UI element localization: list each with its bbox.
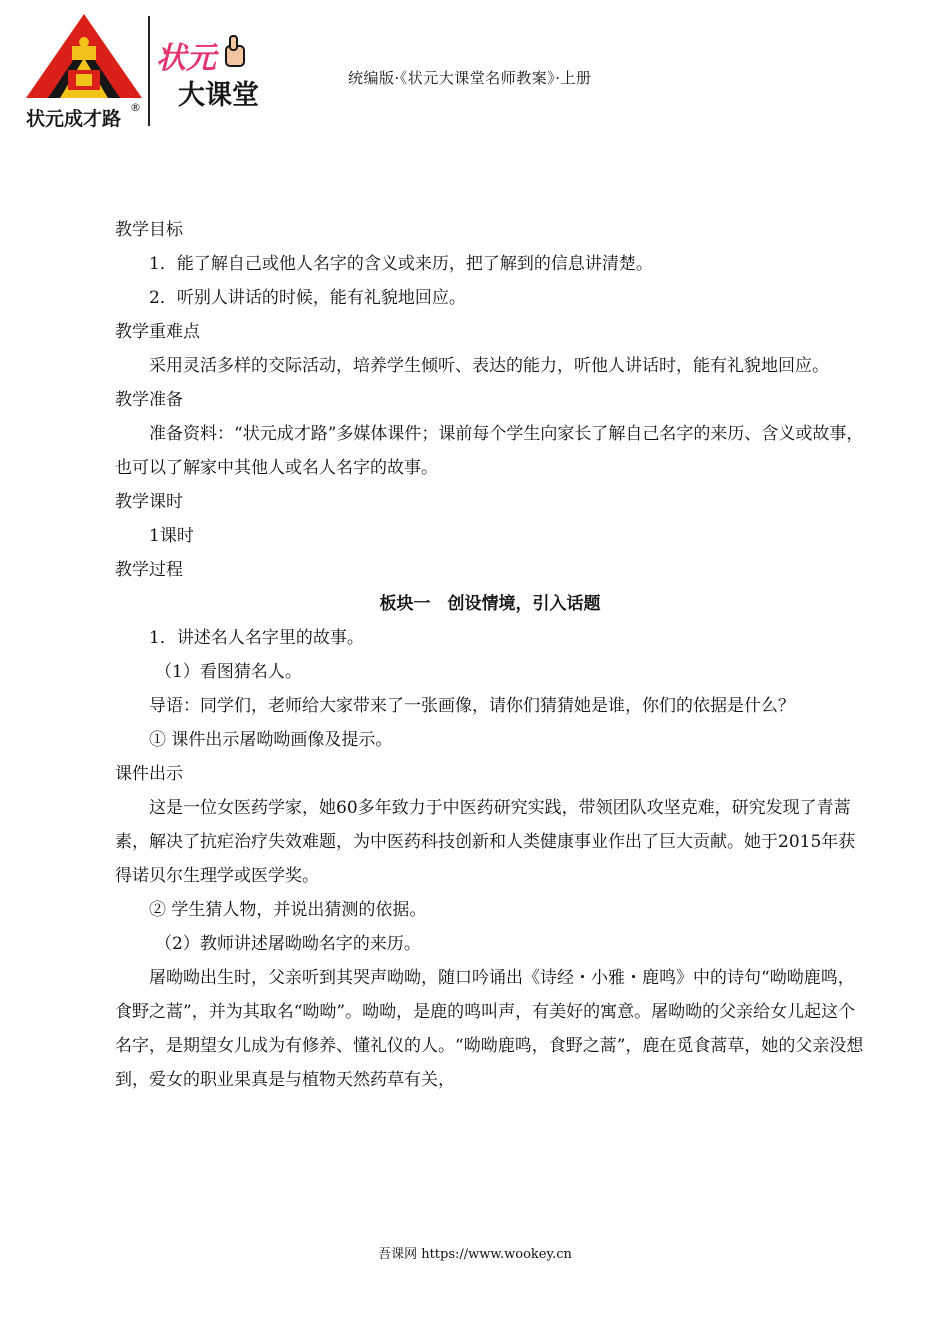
page-footer: 吾课网 https://www.wookey.cn: [378, 1247, 572, 1262]
logo-right-line2: 大课堂: [178, 80, 259, 111]
guide-text: 导语：同学们，老师给大家带来了一张画像，请你们猜猜她是谁，你们的依据是什么？: [149, 696, 795, 716]
heading-preparation: 教学准备: [115, 390, 183, 410]
story-text: 屠呦呦出生时，父亲听到其哭声呦呦，随口吟诵出《诗经・小雅・鹿鸣》中的诗句“呦呦鹿鸣，食野之蒿”，并为其取名“呦呦”。呦呦，是鹿的鸣叫声，有美好的寓意。屠呦呦的父亲给女儿起这个名字，是期望女儿成为有修养、懂礼仪的人。“呦呦鹿鸣，食野之蒿”，鹿在觅食蒿草，她的父亲没想到，爱女的职业果真是与植物天然药草有关，: [115, 968, 864, 1090]
thumbs-up-icon: [226, 36, 244, 66]
header-divider: [148, 16, 150, 126]
step-1: 1．讲述名人名字里的故事。: [149, 628, 364, 648]
logo-left-text: 状元成才路: [26, 108, 122, 130]
header-title: 统编版·《状元大课堂名师教案》·上册: [348, 69, 592, 87]
section-1-title: 板块一 创设情境，引入话题: [379, 594, 601, 614]
heading-courseware-show: 课件出示: [115, 764, 183, 784]
logo-right-line1: 状元: [156, 41, 216, 76]
heading-key-points: 教学重难点: [115, 322, 200, 342]
lesson-plan-body: [115, 213, 865, 1097]
zhuangyuan-chengcailu-logo: [24, 12, 144, 130]
circled-step-1: ① 课件出示屠呦呦画像及提示。: [149, 730, 393, 750]
circled-step-2: ② 学生猜人物，并说出猜测的依据。: [149, 900, 427, 920]
heading-teaching-process: 教学过程: [115, 560, 183, 580]
courseware-text: 这是一位女医药学家，她60多年致力于中医药研究实践，带领团队攻坚克难，研究发现了青蒿素，解决了抗疟治疗失效难题，为中医药科技创新和人类健康事业作出了巨大贡献。她于2015年获得诺贝尔生理学或医学奖。: [115, 798, 856, 886]
preparation-text: 准备资料：“状元成才路”多媒体课件；课前每个学生向家长了解自己名字的来历、含义或故事，也可以了解家中其他人或名人名字的故事。: [115, 424, 864, 478]
step-1a: （1）看图猜名人。: [155, 662, 302, 682]
step-1b: （2）教师讲述屠呦呦名字的来历。: [155, 934, 421, 954]
registered-mark: ®: [130, 101, 141, 114]
class-hours-value: 1课时: [149, 526, 194, 546]
heading-class-hours: 教学课时: [115, 492, 183, 512]
goal-2: 2．听别人讲话的时候，能有礼貌地回应。: [149, 288, 466, 308]
goal-1: 1．能了解自己或他人名字的含义或来历，把了解到的信息讲清楚。: [149, 254, 653, 274]
page-header: [0, 0, 950, 135]
key-points-text: 采用灵活多样的交际活动，培养学生倾听、表达的能力，听他人讲话时，能有礼貌地回应。: [149, 356, 829, 376]
zhuangyuan-daketang-logo: [154, 34, 266, 112]
heading-teaching-goals: 教学目标: [115, 220, 183, 240]
